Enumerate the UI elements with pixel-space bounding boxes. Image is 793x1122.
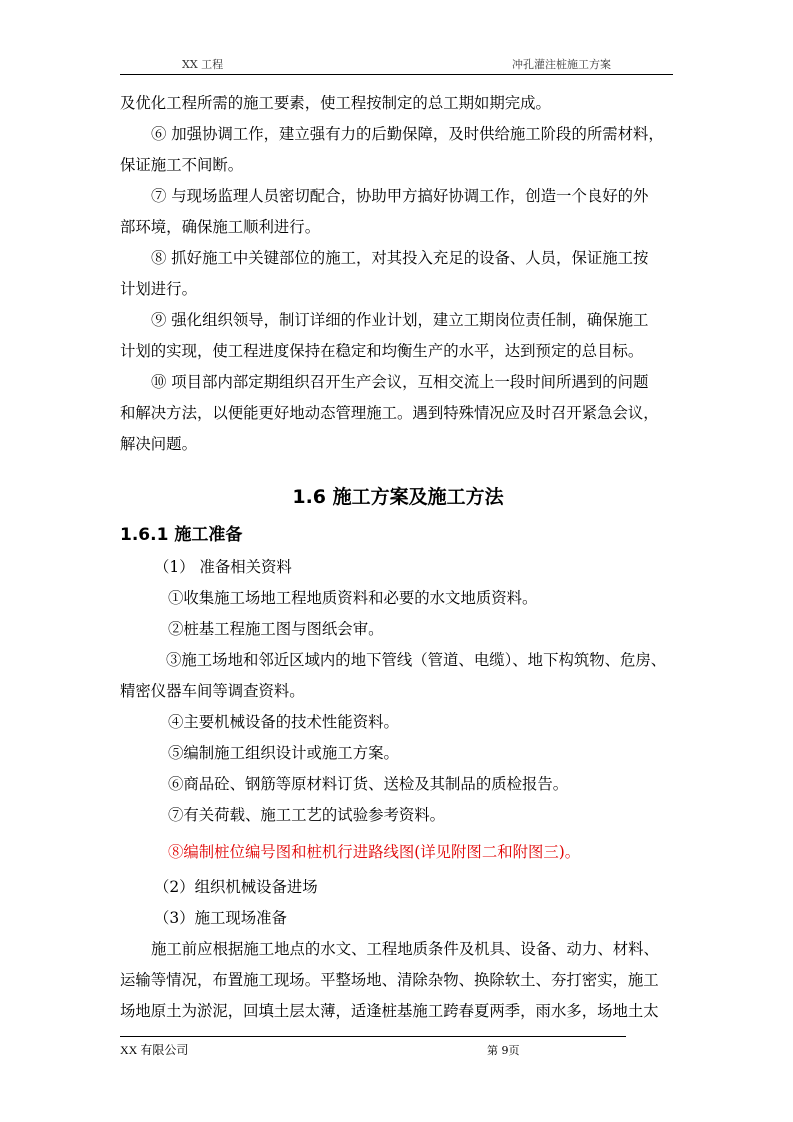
header-project-name: XX 工程 xyxy=(182,58,224,71)
step-site-preparation: （3）施工现场准备 xyxy=(154,909,287,927)
footer-company-name: XX 有限公司 xyxy=(120,1043,189,1057)
sub-item-2: ②桩基工程施工图与图纸会审。 xyxy=(168,620,384,638)
site-paragraph-line3: 场地原土为淤泥，回填土层太薄，适逢桩基施工跨春夏两季，雨水多，场地土太 xyxy=(120,1002,659,1020)
step-equipment-entry: （2）组织机械设备进场 xyxy=(154,878,318,896)
list-item-8-line2: 计划进行。 xyxy=(120,280,197,298)
list-item-10-line3: 解决问题。 xyxy=(120,435,197,453)
site-paragraph-line2: 运输等情况，布置施工现场。平整场地、清除杂物、换除软土、夯打密实，施工 xyxy=(120,971,659,989)
list-item-9-line2: 计划的实现，使工程进度保持在稳定和均衡生产的水平，达到预定的总目标。 xyxy=(120,342,644,360)
subsection-heading: 1.6.1 施工准备 xyxy=(120,525,243,545)
step-prepare-materials: （1） 准备相关资料 xyxy=(154,558,292,576)
sub-item-1: ①收集施工场地工程地质资料和必要的水文地质资料。 xyxy=(168,589,538,607)
list-item-10-line1: ⑩ 项目部内部定期组织召开生产会议，互相交流上一段时间所遇到的问题 xyxy=(151,373,649,391)
sub-item-6: ⑥商品砼、钢筋等原材料订货、送检及其制品的质检报告。 xyxy=(168,775,569,793)
paragraph-continuation: 及优化工程所需的施工要素，使工程按制定的总工期如期完成。 xyxy=(120,94,551,112)
page-footer xyxy=(120,1036,626,1059)
footer-page-number: 第 9页 xyxy=(487,1044,520,1057)
section-heading: 1.6 施工方案及施工方法 xyxy=(292,486,504,508)
page-header xyxy=(120,54,673,75)
list-item-7-line2: 部环境，确保施工顺利进行。 xyxy=(120,218,321,236)
header-document-title: 冲孔灌注桩施工方案 xyxy=(512,58,611,71)
sub-item-3-line1: ③施工场地和邻近区域内的地下管线（管道、电缆）、地下构筑物、危房、 xyxy=(166,651,667,669)
list-item-7-line1: ⑦ 与现场监理人员密切配合，协助甲方搞好协调工作，创造一个良好的外 xyxy=(151,187,649,205)
sub-item-4: ④主要机械设备的技术性能资料。 xyxy=(168,713,399,731)
page-body xyxy=(120,88,676,1027)
sub-item-7: ⑦有关荷载、施工工艺的试验参考资料。 xyxy=(168,806,446,824)
list-item-8-line1: ⑧ 抓好施工中关键部位的施工，对其投入充足的设备、人员，保证施工按 xyxy=(151,249,649,267)
list-item-9-line1: ⑨ 强化组织领导，制订详细的作业计划，建立工期岗位责任制，确保施工 xyxy=(151,311,649,329)
list-item-6-line1: ⑥ 加强协调工作，建立强有力的后勤保障，及时供给施工阶段的所需材料， xyxy=(151,125,664,143)
sub-item-8-highlighted: ⑧编制桩位编号图和桩机行进路线图(详见附图二和附图三)。 xyxy=(168,843,581,861)
list-item-10-line2: 和解决方法，以便能更好地动态管理施工。遇到特殊情况应及时召开紧急会议， xyxy=(120,404,659,422)
sub-item-3-line2: 精密仪器车间等调查资料。 xyxy=(120,682,305,700)
sub-item-5: ⑤编制施工组织设计或施工方案。 xyxy=(168,744,399,762)
site-paragraph-line1: 施工前应根据施工地点的水文、工程地质条件及机具、设备、动力、材料、 xyxy=(151,940,659,958)
list-item-6-line2: 保证施工不间断。 xyxy=(120,156,244,174)
